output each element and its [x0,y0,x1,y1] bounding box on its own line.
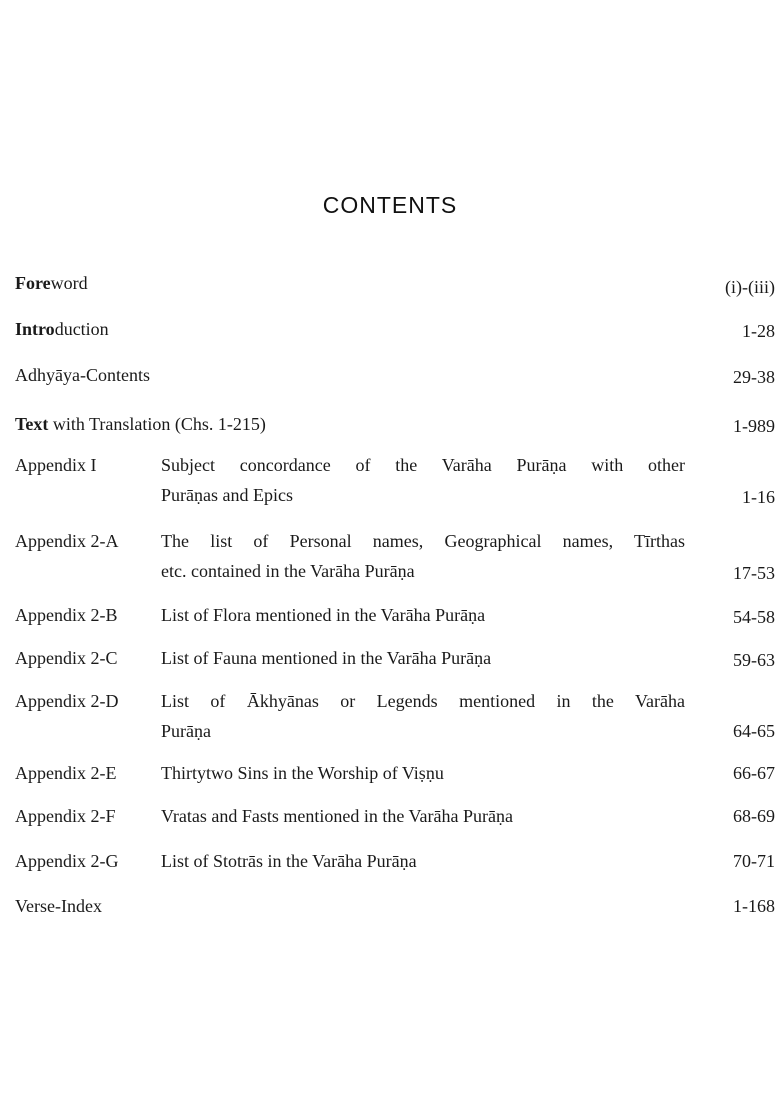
entry-pages: 29-38 [733,367,775,387]
entry-pages: 1-168 [733,896,775,916]
entry-pages: 70-71 [733,851,775,871]
entry-pages: 1-989 [733,416,775,436]
page-title: CONTENTS [322,192,458,218]
appendix-desc: List of Stotrās in the Varāha Purāṇa [161,851,417,871]
entry-pages: 59-63 [733,650,775,670]
appendix-label: Appendix 2-C [15,648,118,668]
entry-pages: (i)-(iii) [725,277,775,297]
appendix-desc: Vratas and Fasts mentioned in the Varāha Purāṇa [161,806,513,826]
appendix-desc: List of Fauna mentioned in the Varāha Purāṇa [161,648,492,668]
entry-pages: 54-58 [733,607,775,627]
appendix-desc-line2: Purāṇa [161,721,211,741]
entry-label: Introduction [15,319,109,339]
entry-pages: 1-28 [742,321,775,341]
appendix-label: Appendix I [15,455,97,475]
appendix-desc-line2: Purāṇas and Epics [161,485,293,505]
entry-label: Foreword [15,273,88,293]
appendix-label: Appendix 2-B [15,605,118,625]
appendix-desc: Thirtytwo Sins in the Worship of Viṣṇu [161,763,444,783]
entry-label: Text with Translation (Chs. 1-215) [15,414,266,434]
entry-pages: 64-65 [733,721,775,741]
appendix-desc: List of Flora mentioned in the Varāha Purāṇa [161,605,486,625]
entry-pages: 66-67 [733,763,775,783]
appendix-label: Appendix 2-D [15,691,119,711]
appendix-desc-line1: List of Ākhyānas or Legends mentioned in the Varāha [161,691,685,711]
appendix-label: Appendix 2-A [15,531,119,551]
appendix-label: Appendix 2-F [15,806,116,826]
appendix-label: Appendix 2-E [15,763,117,783]
appendix-desc-line2: etc. contained in the Varāha Purāṇa [161,561,415,581]
appendix-desc-line1: The list of Personal names, Geographical names, Tīrthas [161,531,685,551]
entry-pages: 68-69 [733,806,775,826]
appendix-desc-line1: Subject concordance of the Varāha Purāṇa with other [161,455,685,475]
entry-pages: 1-16 [742,487,775,507]
appendix-label: Appendix 2-G [15,851,119,871]
entry-label: Adhyāya-Contents [15,365,150,385]
entry-label: Verse-Index [15,896,102,916]
entry-pages: 17-53 [733,563,775,583]
